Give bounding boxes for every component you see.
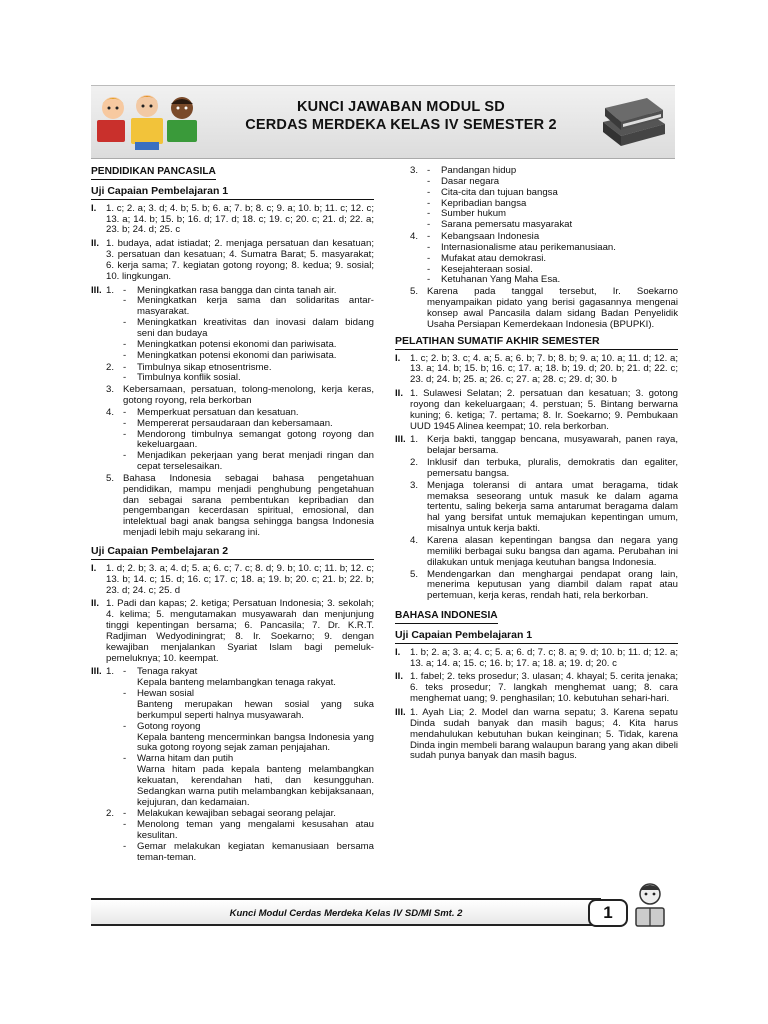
reading-children-illustration bbox=[95, 90, 207, 154]
numbered-item bbox=[106, 286, 374, 362]
dash-item: - Mendorong timbulnya semangat gotong royong dan kekeluargaan. bbox=[123, 428, 374, 451]
dash-item: - Mempererat persaudaraan dan kebersamaan. bbox=[123, 417, 333, 429]
numbered-item bbox=[410, 232, 678, 286]
dash-item: - Sarana pemersatu masyarakat bbox=[427, 219, 573, 231]
item-text: Kebersamaan, persatuan, tolong-menolong, kerja keras, gotong royong, rela berkorban bbox=[123, 384, 374, 407]
item-text: Karena pada tanggal tersebut, Ir. Soekarno menyampaikan pidato yang berisi gagasannya mengenai konsep awal Pancasila dalam sidang Badan Penyelidik Usaha Persiapan Kemerdekaan Indonesia (BPUPKI). bbox=[427, 286, 678, 330]
answer-block-III: III. 1. - Tenaga rakyat Kepala banteng melambangkan tenaga rakyat. - Hewan sosial Banteng merupakan hewan sosial yang suka berkumpul seperti halnya musyawarah. - Gotong royong Kepala banteng mencerminkan bangsa Indonesia yang suka gotong royong sejak zaman penjajahan. - Warna hitam dan putih Warna hitam pada kepala banteng melambangkan kekuatan, kerendahan hati, dan kesungguhan. Sedangkan warna putih melambangkan kebijaksanaan, kejujuran, dan kedamaian. 2. - Melakukan kewajiban sebagai seorang pelajar. - Menolong teman yang mengalami kesusahan atau kesulitan. - Gemar melakukan kegiatan kemanusiaan bersama teman-teman. bbox=[91, 666, 374, 863]
answer-block-III: III. 1. Kerja bakti, tanggap bencana, musyawarah, panen raya, belajar bersama. 2. Inklusif dan terbuka, pluralis, demokratis dan egaliter, pemersatu bangsa. 3. Menjaga toleransi di antara umat beragama, tidak memaksa seseorang untuk masuk ke dalam agama tertentu, saling bekerja sama antarumat beragama dalam hal yang bersifat untuk memajukan kepentingan umum, misalnya untuk kerja bakti. 4. Karena alasan kepentingan bangsa dan negara yang memiliki berbagai suku bangsa dan agama. Perubahan ini dilakukan untuk menjaga keutuhan bangsa Indonesia. 5. Mendengarkan dan menghargai pendapat orang lain, menerima keputusan yang diambil dalam rapat atau pertemuan, kerja keras, rendah hati, rela berkorban. bbox=[395, 434, 678, 602]
reading-child-icon bbox=[626, 878, 674, 934]
answer-block-I: I. 1. b; 2. a; 3. a; 4. c; 5. a; 6. d; 7. c; 8. a; 9. d; 10. b; 11. d; 12. a; 13. a; 14. a; 15. c; 16. b; 17. a; 18. a; 19. d; 20. c bbox=[395, 646, 678, 669]
item-text: Menjaga toleransi di antara umat beragama, tidak memaksa seseorang untuk masuk ke dalam agama tertentu, saling bekerja sama antarumat beragama dalam hal yang bersifat untuk memajukan kepentingan umum, misalnya untuk kerja bakti. bbox=[427, 479, 678, 535]
dash-item: - Gemar melakukan kegiatan kemanusiaan bersama teman-teman. bbox=[123, 840, 374, 863]
subsection-psas: PELATIHAN SUMATIF AKHIR SEMESTER bbox=[395, 336, 678, 350]
page-header bbox=[91, 85, 675, 159]
dash-item: - Timbulnya sikap etnosentrisme. bbox=[123, 361, 272, 373]
item-text: Mendengarkan dan menghargai pendapat orang lain, menerima keputusan yang diambil dalam rapat atau pertemuan, kerja keras, rendah hati, rela berkorban. bbox=[427, 568, 678, 602]
item-number: 4. bbox=[106, 406, 115, 418]
left-column bbox=[91, 163, 374, 868]
answer-block-II: II. 1. Sulawesi Selatan; 2. persatuan dan kesatuan; 3. gotong royong dan kekeluargaan; 4. perstuan; 5. Bintang berwarna kuning; 6. ketiga; 7. pertama; 8. Ir. Soekarno; 9. Pembukaan UUD 1945 Alinea keempat; 10. rela berkorban. bbox=[395, 388, 678, 432]
numbered-item bbox=[106, 385, 374, 407]
essay-list bbox=[410, 435, 678, 603]
subsection-ucp2: Uji Capaian Pembelajaran 2 bbox=[91, 546, 374, 560]
page-footer bbox=[91, 898, 601, 926]
essay-list bbox=[106, 286, 374, 540]
dash-item: - Kebangsaan Indonesia bbox=[427, 231, 540, 243]
dash-item: - Timbulnya konflik sosial. bbox=[123, 372, 241, 384]
numbered-item bbox=[106, 474, 374, 539]
page-number: 1 bbox=[588, 899, 628, 927]
numbered-item bbox=[106, 363, 374, 385]
document-title: KUNCI JAWABAN MODUL SD CERDAS MERDEKA KELAS IV SEMESTER 2 bbox=[245, 99, 557, 133]
item-number: 1. bbox=[410, 434, 419, 446]
right-column bbox=[395, 166, 678, 765]
item-number: 1. bbox=[106, 284, 115, 296]
answer-block-I: I. 1. c; 2. a; 3. d; 4. b; 5. b; 6. a; 7. b; 8. c; 9. a; 10. b; 11. c; 12. c; 13. a; 14. b; 15. b; 16. d; 17. d; 18. c; 19. c; 20. c; 21. d; 22. a; 23. b; 24. d; 25. c bbox=[91, 202, 374, 236]
answer-block-I: I. 1. d; 2. b; 3. a; 4. d; 5. a; 6. c; 7. c; 8. d; 9. b; 10. c; 11. b; 12. c; 13. b; 14. c; 15. d; 16. c; 17. c; 18. a; 19. b; 20. c; 21. b; 22. b; 23. d; 24. c; 25. d bbox=[91, 562, 374, 596]
item-number: 5. bbox=[410, 286, 419, 298]
subsection-ucp1: Uji Capaian Pembelajaran 1 bbox=[91, 186, 374, 200]
answer-block-III: III. 1. Ayah Lia; 2. Model dan warna sepatu; 3. Karena sepatu Dinda sudah banyak dan masih bagus; 4. Kita harus mendahulukan kebutuhan bukan keinginan; 5. Tidak, karena Dinda ingin membeli barang walaupun barang yang akan dibeli sudah punya banyak dan masih bagus. bbox=[395, 706, 678, 762]
dash-item: - Kepribadian bangsa bbox=[427, 197, 527, 209]
numbered-item bbox=[106, 809, 374, 863]
numbered-item bbox=[106, 408, 374, 473]
dash-item: - Warna hitam dan putih Warna hitam pada kepala banteng melambangkan kekuatan, kerendahan hati, dan kesungguhan. Sedangkan warna putih melambangkan kebijaksanaan, kejujuran, dan kedamaian. bbox=[123, 753, 374, 808]
numbered-item bbox=[410, 481, 678, 535]
dash-item: - Kesejahteraan sosial. bbox=[427, 263, 533, 275]
dash-item: - Internasionalisme atau perikemanusiaan. bbox=[427, 241, 616, 253]
dash-item: - Tenaga rakyat Kepala banteng melambangkan tenaga rakyat. bbox=[123, 666, 336, 689]
dash-item: - Dasar negara bbox=[427, 175, 500, 187]
item-number: 3. bbox=[410, 165, 419, 176]
subsection-ucp1: Uji Capaian Pembelajaran 1 bbox=[395, 630, 678, 644]
dash-item: - Cita-cita dan tujuan bangsa bbox=[427, 186, 558, 198]
answer-block-II: II. 1. Padi dan kapas; 2. ketiga; Persatuan Indonesia; 3. sekolah; 4. kelima; 5. mengutamakan musyawarah dan menjunjung tinggi kepentingan bersama; 6. Pancasila; 7. Dr. K.R.T. Radjiman Wedyodiningrat; 8. Ir. Soekarno; 9. dengan kewajiban menjalankan Syariat Islam bagi pemeluk-pemeluknya; 10. keempat. bbox=[91, 598, 374, 664]
numbered-item bbox=[410, 166, 678, 231]
item-number: 1. bbox=[106, 666, 115, 678]
item-number: 3. bbox=[410, 479, 419, 491]
item-text: Kerja bakti, tanggap bencana, musyawarah, panen raya, belajar bersama. bbox=[427, 434, 678, 457]
item-number: 2. bbox=[106, 361, 115, 373]
footer-text: Kunci Modul Cerdas Merdeka Kelas IV SD/MI Smt. 2 bbox=[229, 908, 463, 919]
dash-item: - Menjadikan pekerjaan yang berat menjadi ringan dan cepat terselesaikan. bbox=[123, 450, 374, 473]
answer-block-II: II. 1. fabel; 2. teks prosedur; 3. ulasan; 4. khayal; 5. cerita jenaka; 6. teks prosedur; 7. langkah menghemat uang; 8. cara menghemat uang; 9. penghasilan; 10. kebutuhan sehari-hari. bbox=[395, 671, 678, 705]
numbered-item bbox=[410, 570, 678, 603]
answer-block-III: III. 1. - Meningkatkan rasa bangga dan cinta tanah air. - Meningkatkan kerja sama dan solidaritas antar-masyarakat. - Meningkatkan kreativitas dan inovasi dalam bidang seni dan budaya - Meningkatkan potensi ekonomi dan pariwisata. - Meningkatkan potensi ekonomi dan pariwisata. 2. - Timbulnya sikap etnosentrisme. - Timbulnya konflik sosial. 3. Kebersamaan, persatuan, tolong-menolong, kerja keras, gotong royong, rela berkorban 4. - Memperkuat persatuan dan kesatuan. - Mempererat persaudaraan dan kebersamaan. - Mendorong timbulnya semangat gotong royong dan kekeluargaan. - Menjadikan pekerjaan yang berat menjadi ringan dan cepat terselesaikan. 5. Bahasa Indonesia sebagai bahasa pengetahuan pendidikan, mampu menjadi penghubung pengetahuan dan sebagai sarana pembentukan kepribadian dan pengembangan kecerdasan spiritual, emosional, dan intelektual bagi anak bangsa sehingga bangsa Indonesia menjadi lebih maju sekarang ini. bbox=[91, 284, 374, 539]
dash-item: - Hewan sosial Banteng merupakan hewan sosial yang suka berkumpul seperti halnya musyawarah. bbox=[123, 688, 374, 721]
numbered-item bbox=[106, 667, 374, 808]
dash-item: - Sumber hukum bbox=[427, 208, 507, 220]
item-number: 3. bbox=[106, 384, 115, 396]
numbered-item bbox=[410, 435, 678, 457]
dash-item: - Menolong teman yang mengalami kesusahan atau kesulitan. bbox=[123, 819, 374, 842]
numbered-item bbox=[410, 287, 678, 330]
dash-item: - Meningkatkan potensi ekonomi dan pariwisata. bbox=[123, 349, 337, 361]
section-title-bahasa-indonesia: BAHASA INDONESIA bbox=[395, 611, 678, 624]
essay-list bbox=[410, 166, 678, 332]
section-title-pancasila: PENDIDIKAN PANCASILA bbox=[91, 167, 374, 180]
dash-item: - Pandangan hidup bbox=[427, 165, 517, 176]
dash-item: - Meningkatkan rasa bangga dan cinta tanah air. bbox=[123, 284, 337, 296]
dash-item: - Ketuhanan Yang Maha Esa. bbox=[427, 274, 561, 286]
answer-block-I: I. 1. c; 2. b; 3. c; 4. a; 5. a; 6. b; 7. b; 8. b; 9. a; 10. a; 11. d; 12. a; 13. a; 14. b; 15. b; 16. c; 17. a; 18. b; 19. d; 20. b; 21. d; 22. c; 23. d; 24. b; 25. a; 26. c; 27. a; 28. c; 29. d; 30. b bbox=[395, 352, 678, 386]
item-text: Inklusif dan terbuka, pluralis, demokratis dan egaliter, pemersatu bangsa. bbox=[427, 457, 678, 479]
dash-item: - Mufakat atau demokrasi. bbox=[427, 252, 547, 264]
item-number: 5. bbox=[106, 472, 115, 484]
dash-item: - Meningkatkan potensi ekonomi dan pariwisata. bbox=[123, 338, 337, 350]
item-text: Karena alasan kepentingan bangsa dan negara yang memiliki berbagai suku bangsa dan agama. Perubahan ini dilakukan untuk menjaga keutuhan bangsa Indonesia. bbox=[427, 535, 678, 568]
item-number: 2. bbox=[106, 808, 115, 820]
item-number: 5. bbox=[410, 568, 419, 580]
answer-block-III-continued bbox=[395, 166, 678, 332]
dash-item: - Gotong royong Kepala banteng mencerminkan bangsa Indonesia yang suka gotong royong sejak zaman penjajahan. bbox=[123, 720, 374, 754]
item-number: 4. bbox=[410, 535, 419, 546]
dash-item: - Memperkuat persatuan dan kesatuan. bbox=[123, 406, 299, 418]
answer-block-II: II. 1. budaya, adat istiadat; 2. menjaga persatuan dan kesatuan; 3. persatuan dan kesatuan; 4. Sumatra Barat; 5. masyarakat; 6. kerja sama; 7. kegiatan gotong royong; 8. kedua; 9. sosial; 10. lingkungan. bbox=[91, 238, 374, 282]
numbered-item bbox=[410, 536, 678, 569]
numbered-item bbox=[410, 458, 678, 480]
item-number: 2. bbox=[410, 457, 419, 469]
essay-list bbox=[106, 667, 374, 864]
dash-item: - Meningkatkan kerja sama dan solidaritas antar-masyarakat. bbox=[123, 295, 374, 318]
item-number: 4. bbox=[410, 231, 419, 243]
stacked-books-icon bbox=[597, 86, 669, 160]
item-text: Bahasa Indonesia sebagai bahasa pengetahuan pendidikan, mampu menjadi penghubung pengetahuan dan sebagai sarana pembentukan kepribadian dan pengembangan kecerdasan spiritual, emosional, dan intelektual bagi anak bangsa sehingga bangsa Indonesia menjadi lebih maju sekarang ini. bbox=[123, 472, 374, 539]
dash-item: - Melakukan kewajiban sebagai seorang pelajar. bbox=[123, 808, 336, 820]
dash-item: - Meningkatkan kreativitas dan inovasi dalam bidang seni dan budaya bbox=[123, 317, 374, 339]
